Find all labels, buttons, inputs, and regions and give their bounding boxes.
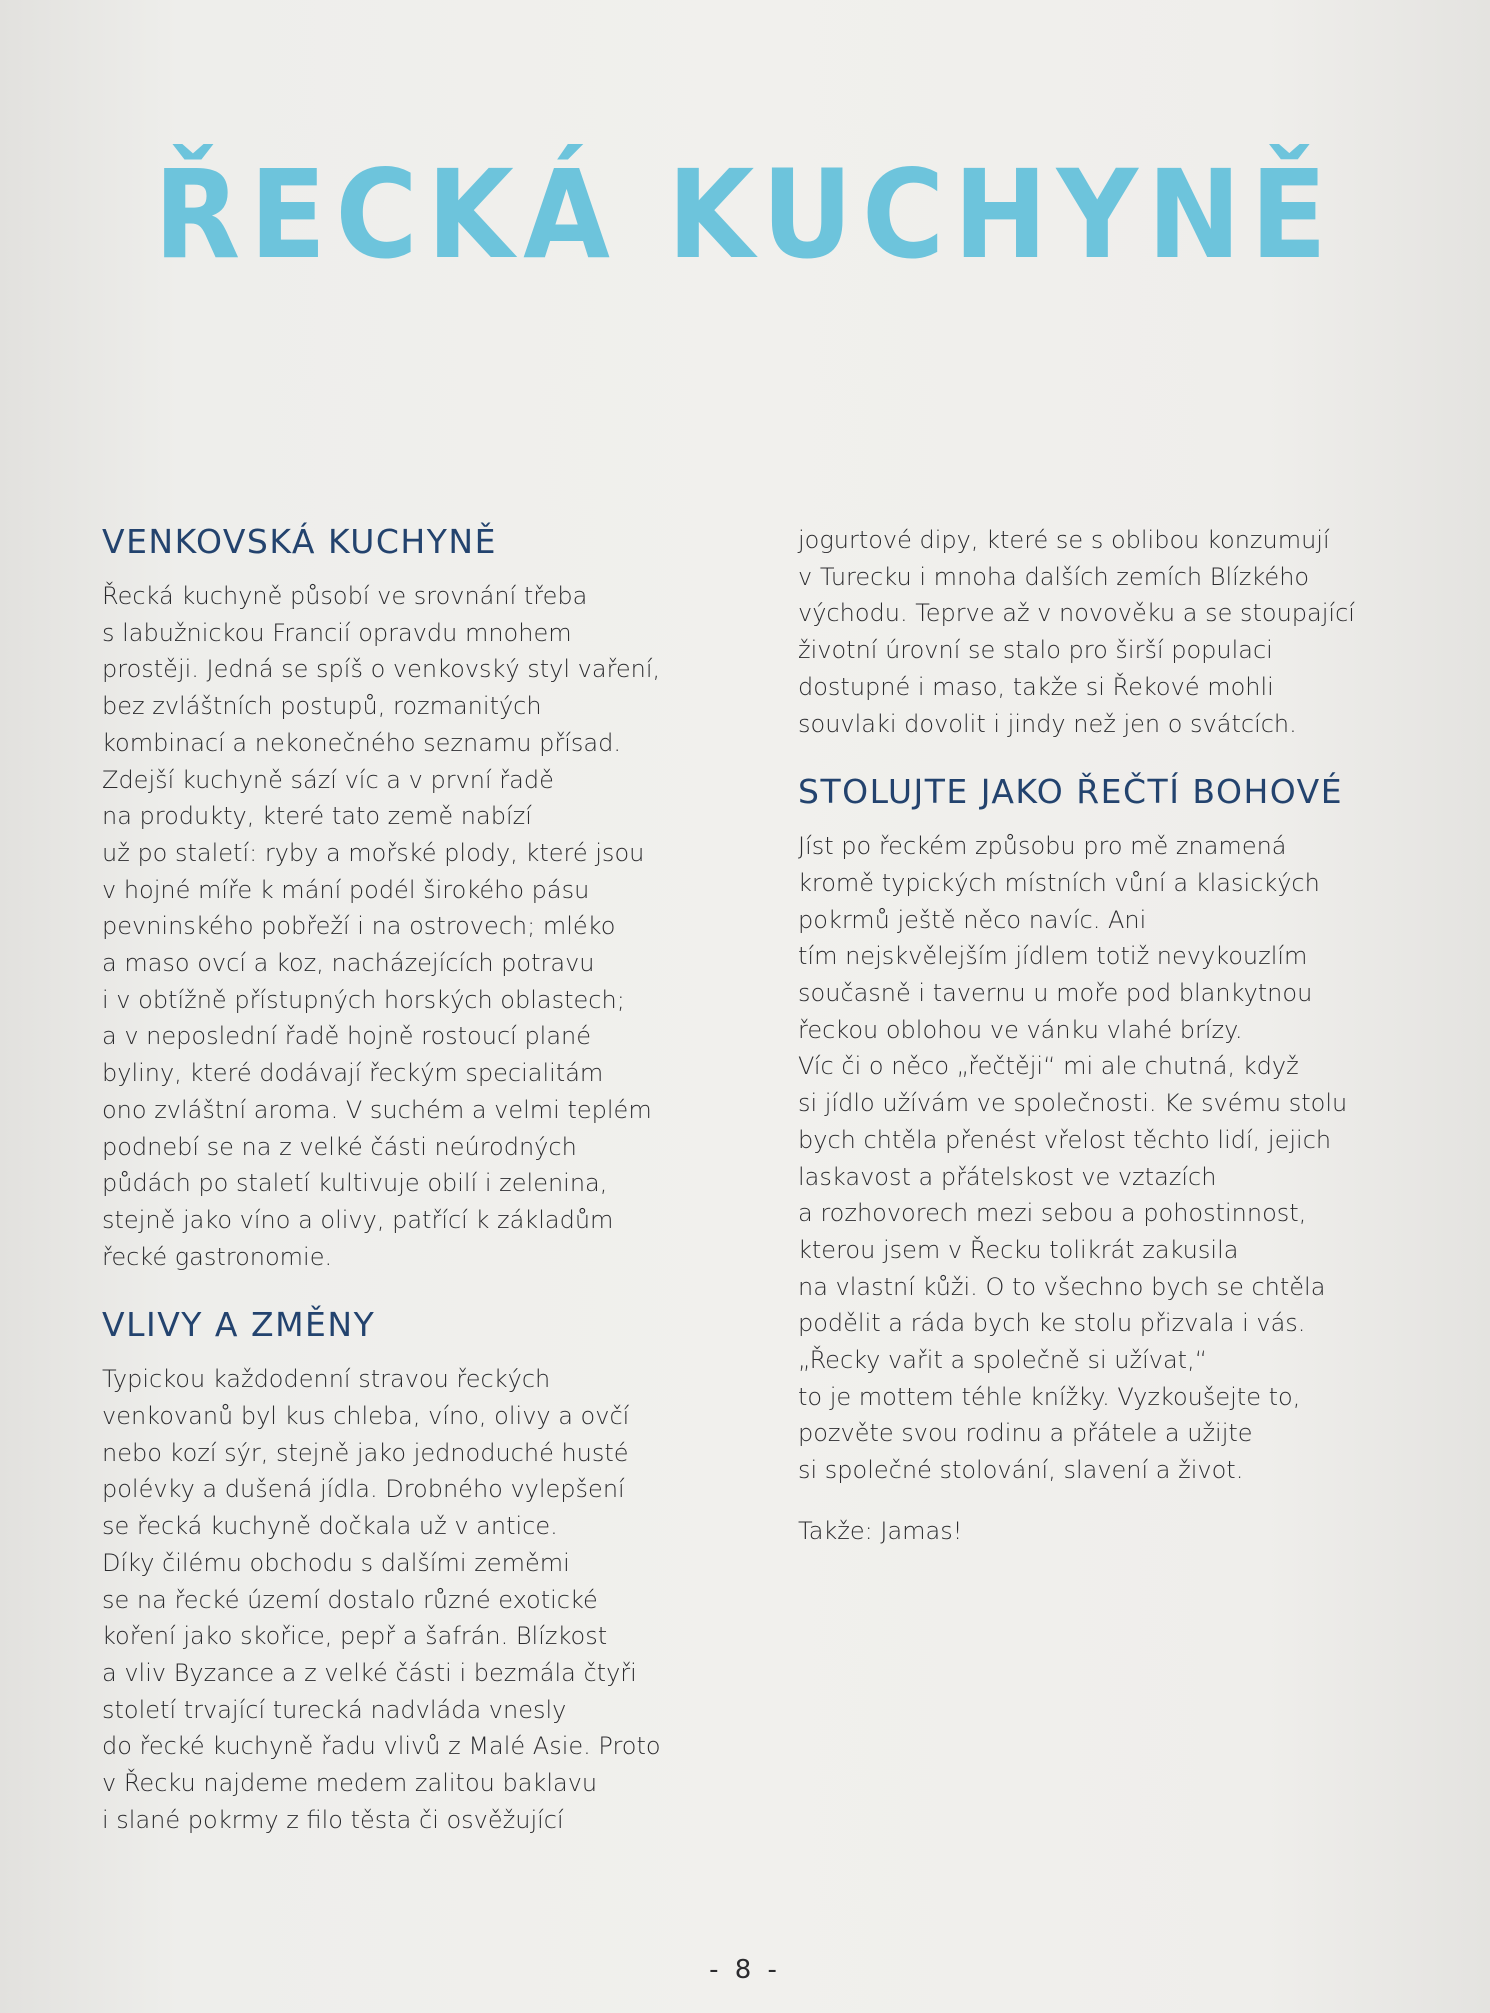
text-line: se na řecké území dostalo různé exotické: [102, 1585, 598, 1614]
text-line: řeckou oblohou ve vánku vlahé brízy.: [798, 1015, 1243, 1044]
text-line: bych chtěla přenést vřelost těchto lidí, jejich: [798, 1125, 1332, 1154]
text-line: na produkty, které tato země nabízí: [102, 802, 532, 831]
section-gap: [102, 1275, 742, 1303]
text-line: Typickou každodenní stravou řeckých: [102, 1365, 551, 1394]
section-body-venkovska: [102, 578, 742, 1275]
text-line: v Turecku i mnoha dalších zemích Blízkého: [798, 562, 1310, 591]
text-line: „Řecky vařit a společně si užívat,“: [798, 1346, 1208, 1375]
text-line: s labužnickou Francií opravdu mnohem: [102, 618, 572, 647]
text-line: jogurtové dipy, které se s oblibou konzumují: [798, 526, 1330, 554]
section-heading-vlivy: VLIVY A ZMĚNY: [102, 1305, 376, 1345]
text-line: si jídlo užívám ve společnosti. Ke svému stolu: [798, 1089, 1348, 1118]
text-line: Díky čilému obchodu s dalšími zeměmi: [102, 1548, 570, 1577]
text-line: pokrmů ještě něco navíc. Ani: [798, 905, 1147, 934]
text-line: nebo kozí sýr, stejně jako jednoduché husté: [102, 1438, 629, 1467]
section-body-vlivy-continued: [798, 522, 1438, 742]
text-line: Řecká kuchyně působí ve srovnání třeba: [102, 582, 588, 610]
text-line: dostupné i maso, takže si Řekové mohli: [798, 672, 1274, 701]
text-line: souvlaki dovolit i jindy než jen o svátcích.: [798, 709, 1297, 738]
text-line: koření jako skořice, pepř a šafrán. Blízkost: [102, 1622, 608, 1651]
text-line: v Řecku najdeme medem zalitou baklavu: [102, 1769, 598, 1798]
text-line: podělit a ráda bych ke stolu přizvala i vás.: [798, 1309, 1306, 1338]
text-line: laskavost a přátelskost ve vztazích: [798, 1162, 1217, 1191]
text-line: i v obtížně přístupných horských oblastech;: [102, 985, 625, 1014]
text-line: prostěji. Jedná se spíš o venkovský styl vaření,: [102, 655, 661, 684]
text-line: kromě typických místních vůní a klasických: [798, 868, 1320, 897]
text-line: a rozhovorech mezi sebou a pohostinnost,: [798, 1199, 1307, 1228]
text-line: si společné stolování, slavení a život.: [798, 1456, 1244, 1485]
text-line: Zdejší kuchyně sází víc a v první řadě: [102, 765, 554, 794]
text-line: už po staletí: ryby a mořské plody, které jsou: [102, 838, 645, 867]
text-line: pevninského pobřeží i na ostrovech; mléko: [102, 912, 616, 941]
text-line: pozvěte svou rodinu a přátele a užijte: [798, 1419, 1253, 1448]
text-line: Víc či o něco „řečtěji“ mi ale chutná, když: [798, 1052, 1299, 1081]
text-line: půdách po staletí kultivuje obilí i zelenina,: [102, 1169, 608, 1198]
section-body-vlivy: [102, 1361, 742, 1838]
section-gap: [798, 742, 1438, 770]
text-line: kombinací a nekonečného seznamu přísad.: [102, 728, 621, 757]
section-heading-stolujte: STOLUJTE JAKO ŘEČTÍ BOHOVÉ: [798, 772, 1344, 812]
text-line: tím nejskvělejším jídlem totiž nevykouzlím: [798, 942, 1308, 971]
text-line: podnebí se na z velké části neúrodných: [102, 1132, 577, 1161]
text-line: stejně jako víno a olivy, patřící k základům: [102, 1205, 614, 1234]
left-column: [102, 520, 742, 1839]
text-line: do řecké kuchyně řadu vlivů z Malé Asie. Proto: [102, 1732, 661, 1761]
text-line: na vlastní kůži. O to všechno bych se chtěla: [798, 1272, 1326, 1301]
text-line: životní úrovní se stalo pro širší populaci: [798, 636, 1273, 665]
text-line: východu. Teprve až v novověku a se stoupající: [798, 599, 1355, 628]
text-line: v hojné míře k mání podél širokého pásu: [102, 875, 590, 904]
text-line: polévky a dušená jídla. Drobného vylepšení: [102, 1475, 625, 1504]
closing-line: Takže: Jamas!: [798, 1516, 963, 1545]
section-body-stolujte: [798, 828, 1438, 1489]
text-line: kterou jsem v Řecku tolikrát zakusila: [798, 1235, 1239, 1264]
text-line: se řecká kuchyně dočkala už v antice.: [102, 1512, 558, 1541]
page-number: - 8 -: [709, 1955, 781, 1985]
text-line: venkovanů byl kus chleba, víno, olivy a ovčí: [102, 1402, 630, 1431]
text-line: to je mottem téhle knížky. Vyzkoušejte to,: [798, 1382, 1301, 1411]
text-line: a vliv Byzance a z velké části i bezmála čtyři: [102, 1658, 637, 1687]
text-line: Jíst po řeckém způsobu pro mě znamená: [798, 832, 1287, 861]
section-heading-venkovska: VENKOVSKÁ KUCHYNĚ: [102, 522, 497, 561]
text-line: bez zvláštních postupů, rozmanitých: [102, 692, 542, 721]
text-line: ono zvláštní aroma. V suchém a velmi teplém: [102, 1095, 652, 1124]
right-column: [798, 522, 1438, 1550]
page-title: ŘECKÁ KUCHYNĚ: [153, 144, 1337, 286]
text-line: řecké gastronomie.: [102, 1242, 333, 1271]
text-line: a maso ovcí a koz, nacházejících potravu: [102, 949, 595, 978]
text-line: byliny, které dodávají řeckým specialitám: [102, 1059, 604, 1088]
text-line: století trvající turecká nadvláda vnesly: [102, 1695, 567, 1724]
text-line: i slané pokrmy z filo těsta či osvěžující: [102, 1805, 564, 1834]
text-line: a v neposlední řadě hojně rostoucí plané: [102, 1022, 592, 1051]
text-line: současně i tavernu u moře pod blankytnou: [798, 979, 1313, 1008]
